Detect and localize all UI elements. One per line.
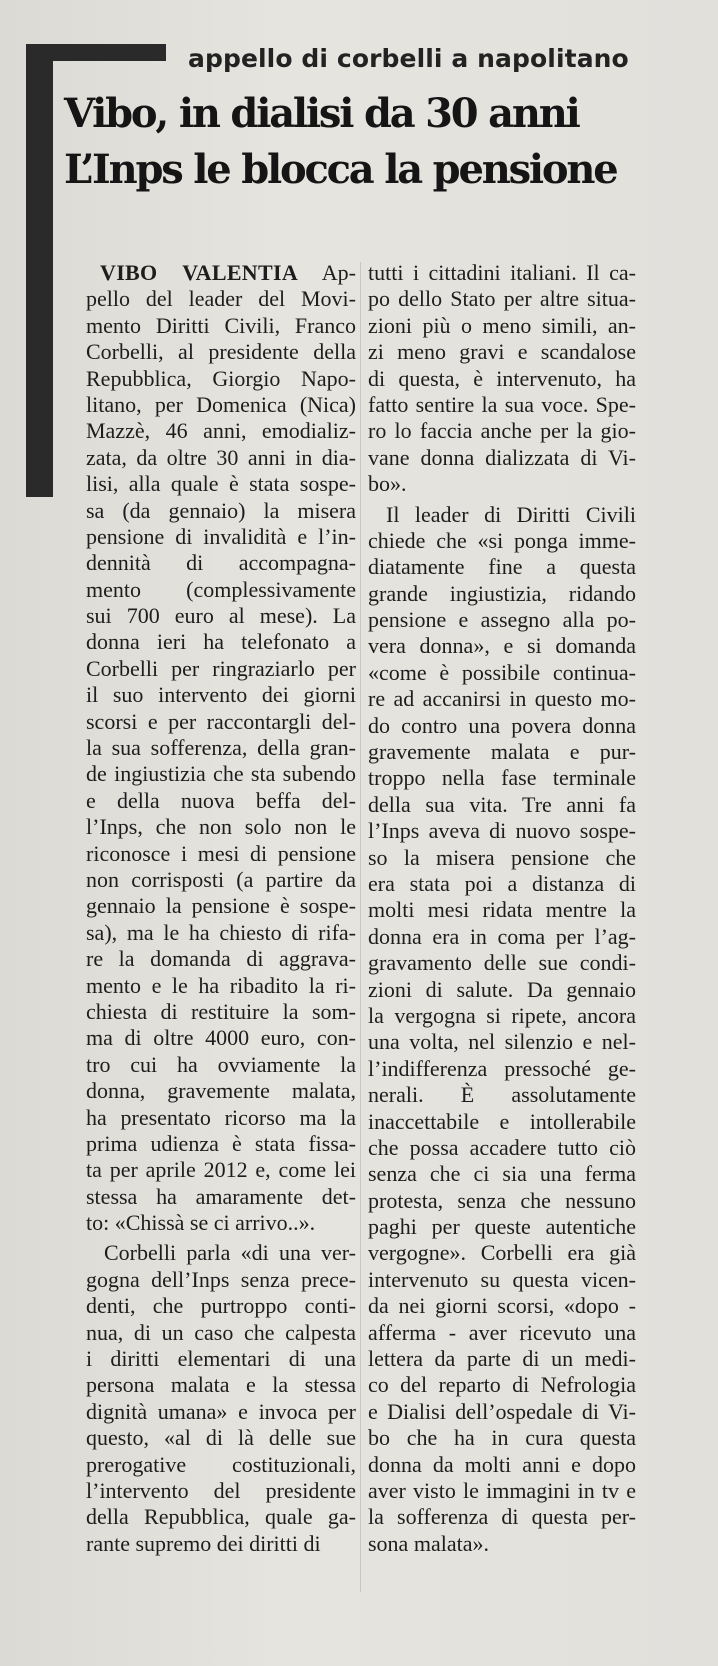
body-line: che possa accadere tutto ciò [368,1134,636,1160]
body-line: ma di oltre 4000 euro, con- [86,1025,356,1051]
body-line: «come è possibile continua- [368,659,636,685]
body-line: senza che ci sia una ferma [368,1161,636,1187]
body-line: gogna dell’Inps senza prece- [86,1266,356,1292]
body-line: re ad accanirsi in questo mo- [368,686,636,712]
body-line: prerogative costituzionali, [86,1451,356,1477]
body-line: re la domanda di aggrava- [86,946,356,972]
body-line: rante supremo dei diritti di [86,1530,321,1556]
body-line: prima udienza è stata fissa- [86,1130,356,1156]
body-line: litano, per Domenica (Nica) [86,391,356,417]
body-line: pensione e assegno alla po- [368,607,636,633]
body-line: troppo nella fase terminale [368,765,636,791]
body-line: zioni più o meno simili, an- [368,312,636,338]
body-line: zi meno gravi e scandalose [368,339,636,365]
body-line: ta per aprile 2012 e, come lei [86,1157,356,1183]
body-line: della Repubblica, quale ga- [86,1504,356,1530]
body-line: la vergogna si ripete, ancora [368,1002,636,1028]
body-line: donna da molti anni e dopo [368,1451,636,1477]
body-line: co del reparto di Nefrologia [368,1372,636,1398]
body-line: protesta, senza che nessuno [368,1187,636,1213]
body-line: pello del leader del Movi- [86,286,356,312]
body-line: so la misera pensione che [368,844,636,870]
body-line: la sua sofferenza, della gran- [86,735,356,761]
body-line: ha presentato ricorso ma la [86,1104,356,1130]
body-line: Corbelli parla «di una ver- [104,1240,356,1266]
body-line: nua, di un caso che calpesta [86,1319,356,1345]
body-line: Il leader di Diritti Civili [386,501,636,527]
body-line: non corrisposti (a partire da [86,866,356,892]
body-line: Repubblica, Giorgio Napo- [86,365,356,391]
body-line: bo che ha in cura questa [368,1425,636,1451]
body-line: vergogne». Corbelli era già [368,1240,636,1266]
body-line: di questa, è intervenuto, ha [368,365,636,391]
body-line: l’Inps aveva di nuovo sospe- [368,818,636,844]
body-line: da nei giorni scorsi, «dopo - [368,1293,636,1319]
body-line: persona malata e la stessa [86,1372,356,1398]
article-kicker: appello di corbelli a napolitano [188,44,629,73]
body-line: paghi per queste autentiche [368,1214,636,1240]
body-line: bo». [368,471,407,497]
body-line: intervenuto su questa vicen- [368,1266,636,1292]
body-line: vera donna», e si domanda [368,633,636,659]
body-line: dignità umana» e invoca per [86,1398,356,1424]
headline-frame-bar [26,44,53,497]
body-line: donna ieri ha telefonato a [86,629,356,655]
headline-line-1: Vibo, in dialisi da 30 anni [64,90,579,137]
body-line: gennaio la pensione è sospe- [86,893,356,919]
body-line: il suo intervento dei giorni [86,682,356,708]
body-line: aver visto le immagini in tv e [368,1477,636,1503]
body-line: sa (da gennaio) la misera [86,497,356,523]
body-line: dennità di accompagna- [86,550,356,576]
body-line: nerali. È assolutamente [368,1082,636,1108]
body-line: do contro una povera donna [368,712,636,738]
body-line: lisi, alla quale è stata sospe- [86,471,356,497]
body-line: sona malata». [368,1530,489,1556]
body-line: VIBO VALENTIA Ap- [100,260,356,285]
body-line: po dello Stato per altre situa- [368,286,636,312]
body-line: e Dialisi dell’ospedale di Vi- [368,1398,636,1424]
body-line: molti mesi ridata mentre la [368,897,636,923]
body-line: i diritti elementari di una [86,1346,356,1372]
body-line: una volta, nel silenzio e nel- [368,1029,636,1055]
column-divider [360,262,361,1592]
body-line: gravamento delle sue condi- [368,950,636,976]
body-line: mento e le ha ribadito la ri- [86,972,356,998]
body-line: l’indifferenza pressoché ge- [368,1055,636,1081]
body-line: sa), ma le ha chiesto di rifa- [86,919,356,945]
body-line: scorsi e per raccontargli del- [86,708,356,734]
body-line: afferma - aver ricevuto una [368,1319,636,1345]
body-line: diatamente fine a questa [368,554,636,580]
body-line: grande ingiustizia, ridando [368,580,636,606]
body-line: l’intervento del presidente [86,1477,356,1503]
body-line: donna, gravemente malata, [86,1078,356,1104]
article-body-left-column [86,260,356,1557]
body-line: mento Diritti Civili, Franco [86,312,356,338]
body-line: lettera da parte di un medi- [368,1346,636,1372]
body-line: sui 700 euro al mese). La [86,603,356,629]
body-line: tutti i cittadini italiani. Il ca- [368,260,636,285]
body-line: inaccettabile e intollerabile [368,1108,636,1134]
body-line: chiesta di restituire la som- [86,998,356,1024]
headline-line-2: L’Inps le blocca la pensione [64,146,617,193]
body-line: Mazzè, 46 anni, emodializ- [86,418,356,444]
body-line: l’Inps, che non solo non le [86,814,356,840]
body-line: gravemente malata e pur- [368,739,636,765]
body-line: Corbelli per ringraziarlo per [86,655,356,681]
headline-frame-top [26,44,166,61]
body-line: questo, «al di là delle sue [86,1425,356,1451]
body-line: della sua vita. Tre anni fa [368,791,636,817]
body-line: era stata poi a distanza di [368,870,636,896]
body-line: fatto sentire la sua voce. Spe- [368,391,636,417]
body-line: pensione di invalidità e l’in- [86,523,356,549]
body-line: donna era in coma per l’ag- [368,923,636,949]
article-body-right-column [368,260,636,1557]
body-line: la sofferenza di questa per- [368,1504,636,1530]
body-line: zata, da oltre 30 anni in dia- [86,444,356,470]
body-line: stessa ha amaramente det- [86,1183,356,1209]
body-line: denti, che purtroppo conti- [86,1293,356,1319]
article-headline [64,86,664,198]
body-line: ro lo faccia anche per la gio- [368,418,636,444]
body-line: Corbelli, al presidente della [86,339,356,365]
body-line: e della nuova beffa del- [86,787,356,813]
body-line: zioni di salute. Da gennaio [368,976,636,1002]
body-line: riconosce i mesi di pensione [86,840,356,866]
body-line: tro cui ha ovviamente la [86,1051,356,1077]
body-line: to: «Chissà se ci arrivo..». [86,1210,316,1236]
body-line: de ingiustizia che sta subendo [86,761,356,787]
article-dateline: VIBO VALENTIA [100,260,299,285]
body-line: vane donna dializzata di Vi- [368,444,636,470]
body-line: chiede che «si ponga imme- [368,527,636,553]
body-line: mento (complessivamente [86,576,356,602]
